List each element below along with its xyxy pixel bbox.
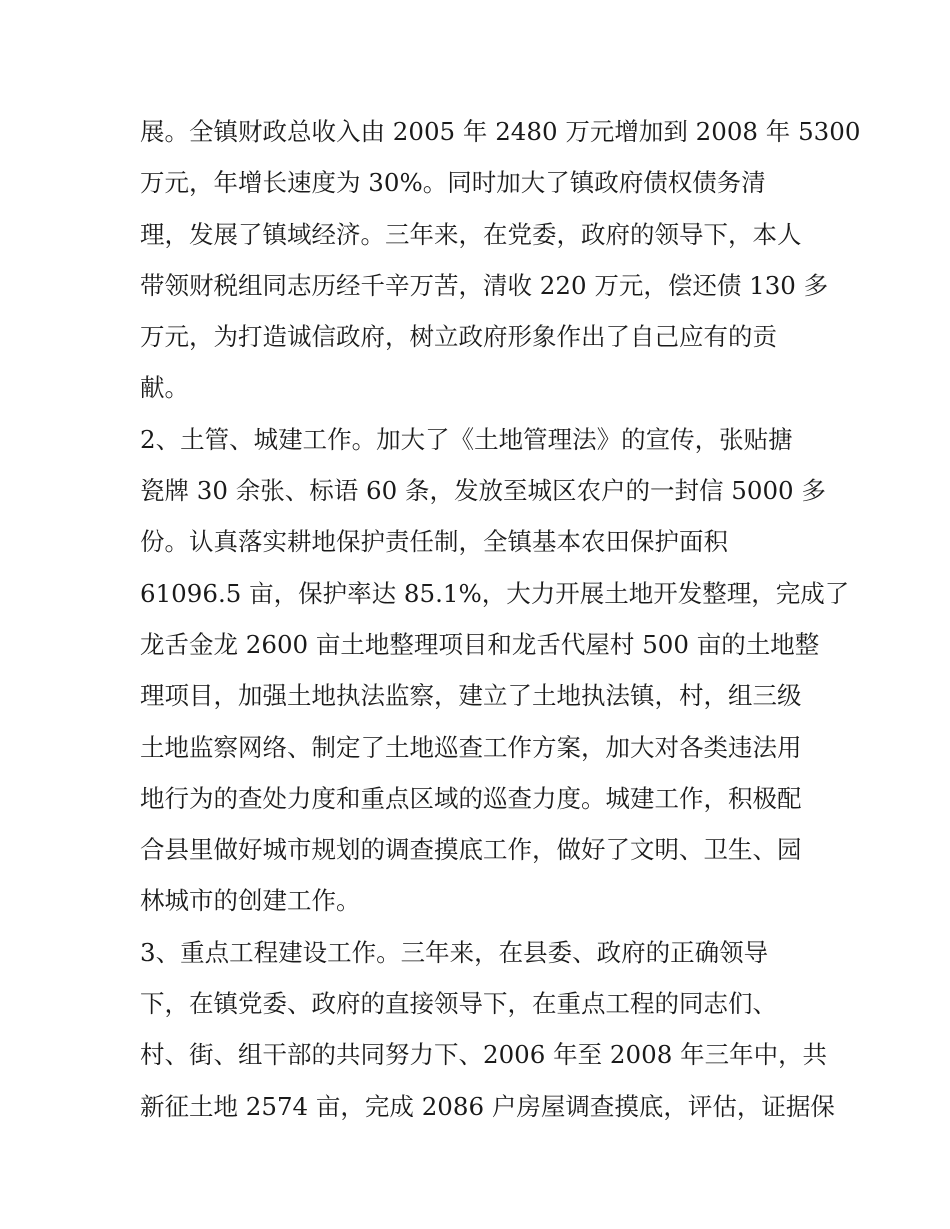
text-line: 61096.5 亩，保护率达 85.1%，大力开展土地开发整理，完成了: [140, 578, 850, 608]
text-line: 土地监察网络、制定了土地巡查工作方案，加大对各类违法用: [140, 732, 802, 762]
text-line: 村、街、组干部的共同努力下、2006 年至 2008 年三年中，共: [140, 1040, 828, 1070]
text-line: 理，发展了镇域经济。三年来，在党委，政府的领导下，本人: [140, 219, 802, 249]
text-line: 献。: [140, 373, 189, 403]
text-line: 2、土管、城建工作。加大了《土地管理法》的宣传，张贴搪: [140, 424, 793, 454]
text-line: 展。全镇财政总收入由 2005 年 2480 万元增加到 2008 年 5300: [140, 117, 861, 146]
text-line: 万元，为打造诚信政府，树立政府形象作出了自己应有的贡: [140, 322, 777, 352]
text-line: 3、重点工程建设工作。三年来，在县委、政府的正确领导: [140, 937, 769, 967]
text-line: 理项目，加强土地执法监察，建立了土地执法镇，村，组三级: [140, 681, 802, 711]
text-line: 新征土地 2574 亩，完成 2086 户房屋调查摸底，评估，证据保: [140, 1091, 835, 1121]
text-line: 下，在镇党委、政府的直接领导下，在重点工程的同志们、: [140, 989, 777, 1019]
text-line: 龙舌金龙 2600 亩土地整理项目和龙舌代屋村 500 亩的土地整: [140, 629, 820, 659]
text-line: 合县里做好城市规划的调查摸底工作，做好了文明、卫生、园: [140, 835, 802, 865]
text-line: 林城市的创建工作。: [140, 886, 361, 916]
text-line: 瓷牌 30 余张、标语 60 条，发放至城区农户的一封信 5000 多: [140, 476, 826, 506]
text-line: 份。认真落实耕地保护责任制，全镇基本农田保护面积: [140, 527, 728, 557]
body-text: [140, 106, 861, 1132]
text-line: 万元，年增长速度为 30%。同时加大了镇政府债权债务清: [140, 168, 766, 198]
text-line: 地行为的查处力度和重点区域的巡查力度。城建工作，积极配: [140, 783, 802, 813]
text-line: 带领财税组同志历经千辛万苦，清收 220 万元，偿还债 130 多: [140, 270, 829, 300]
